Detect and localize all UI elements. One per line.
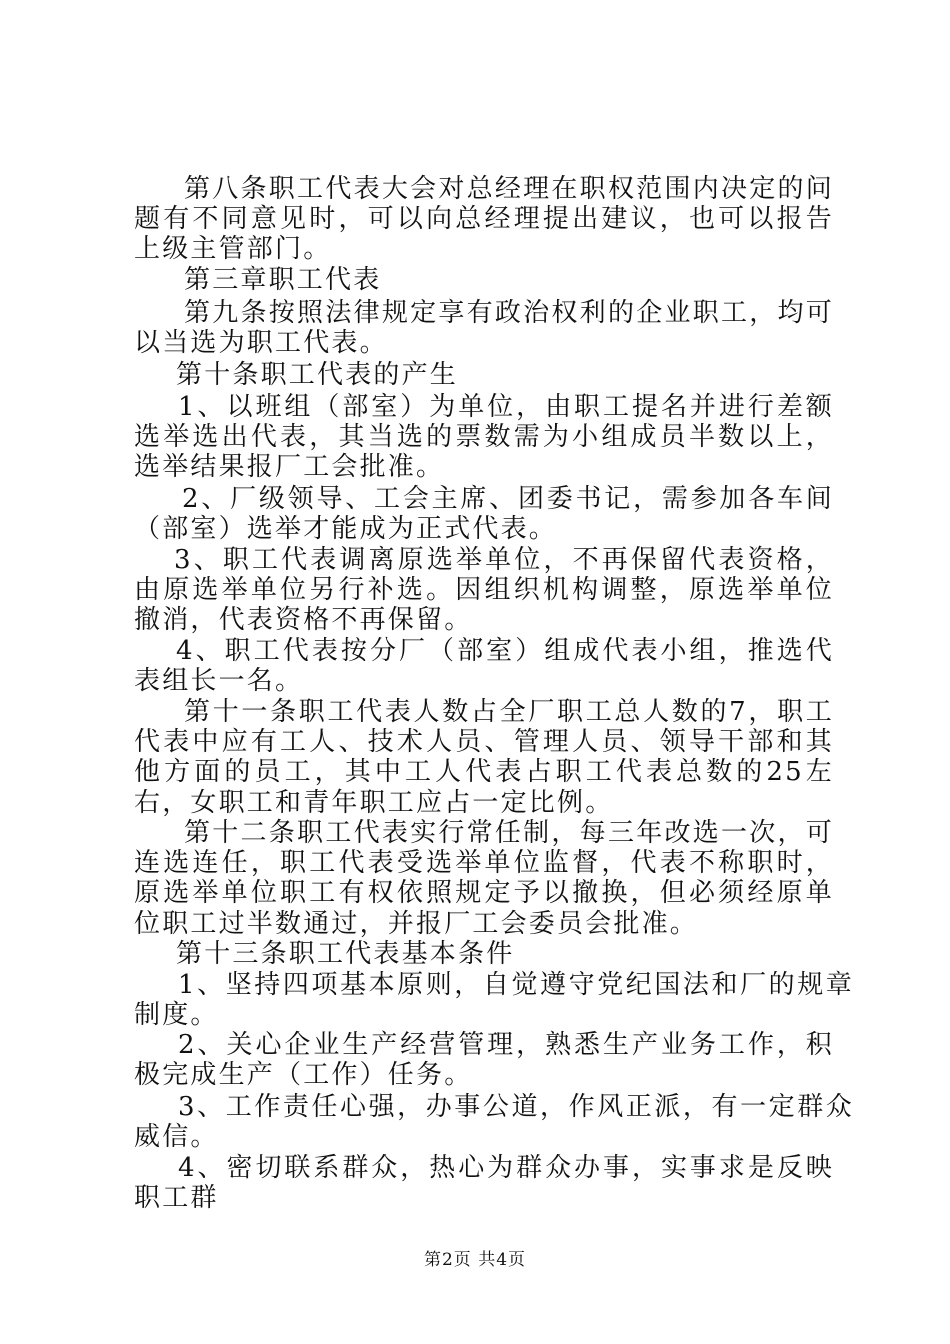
article-10-item-4: 4、职工代表按分厂（部室）组成代表小组，推选代表组长一名。 xyxy=(134,636,834,697)
article-11-paragraph: 第十一条职工代表人数占全厂职工总人数的7，职工代表中应有工人、技术人员、管理人员、领导干部和其他方面的员工，其中工人代表占职工代表总数的25左右，女职工和青年职工应占一定比例。 xyxy=(134,697,834,818)
article-10-item-3: 3、职工代表调离原选举单位，不再保留代表资格，由原选举单位另行补选。因组织机构调整，原选举单位撤消，代表资格不再保留。 xyxy=(134,545,834,636)
article-10-item-1: 1、以班组（部室）为单位，由职工提名并进行差额选举选出代表，其当选的票数需为小组成员半数以上，选举结果报厂工会批准。 xyxy=(134,392,834,483)
chapter-3-heading: 第三章职工代表 xyxy=(184,265,382,295)
article-8-paragraph: 第八条职工代表大会对总经理在职权范围内决定的问题有不同意见时，可以向总经理提出建议，也可以报告上级主管部门。 xyxy=(134,174,834,265)
article-13-item-4: 4、密切联系群众，热心为群众办事，实事求是反映职工群 xyxy=(134,1153,834,1214)
article-10-item-2: 2、厂级领导、工会主席、团委书记，需参加各车间（部室）选举才能成为正式代表。 xyxy=(134,484,834,545)
article-12-paragraph: 第十二条职工代表实行常任制，每三年改选一次，可连选连任，职工代表受选举单位监督，代表不称职时，原选举单位职工有权依照规定予以撤换，但必须经原单位职工过半数通过，并报厂工会委员会批准。 xyxy=(134,818,834,939)
article-13-item-2: 2、关心企业生产经营管理，熟悉生产业务工作，积极完成生产（工作）任务。 xyxy=(134,1030,834,1091)
article-13-item-1: 1、坚持四项基本原则，自觉遵守党纪国法和厂的规章制度。 xyxy=(134,970,854,1031)
page-footer: 第2页 共4页 xyxy=(423,1250,527,1270)
article-10-heading: 第十条职工代表的产生 xyxy=(176,360,459,390)
article-9-paragraph: 第九条按照法律规定享有政治权利的企业职工，均可以当选为职工代表。 xyxy=(134,298,834,359)
article-13-heading: 第十三条职工代表基本条件 xyxy=(176,939,515,969)
article-13-item-3: 3、工作责任心强，办事公道，作风正派，有一定群众威信。 xyxy=(134,1092,854,1153)
